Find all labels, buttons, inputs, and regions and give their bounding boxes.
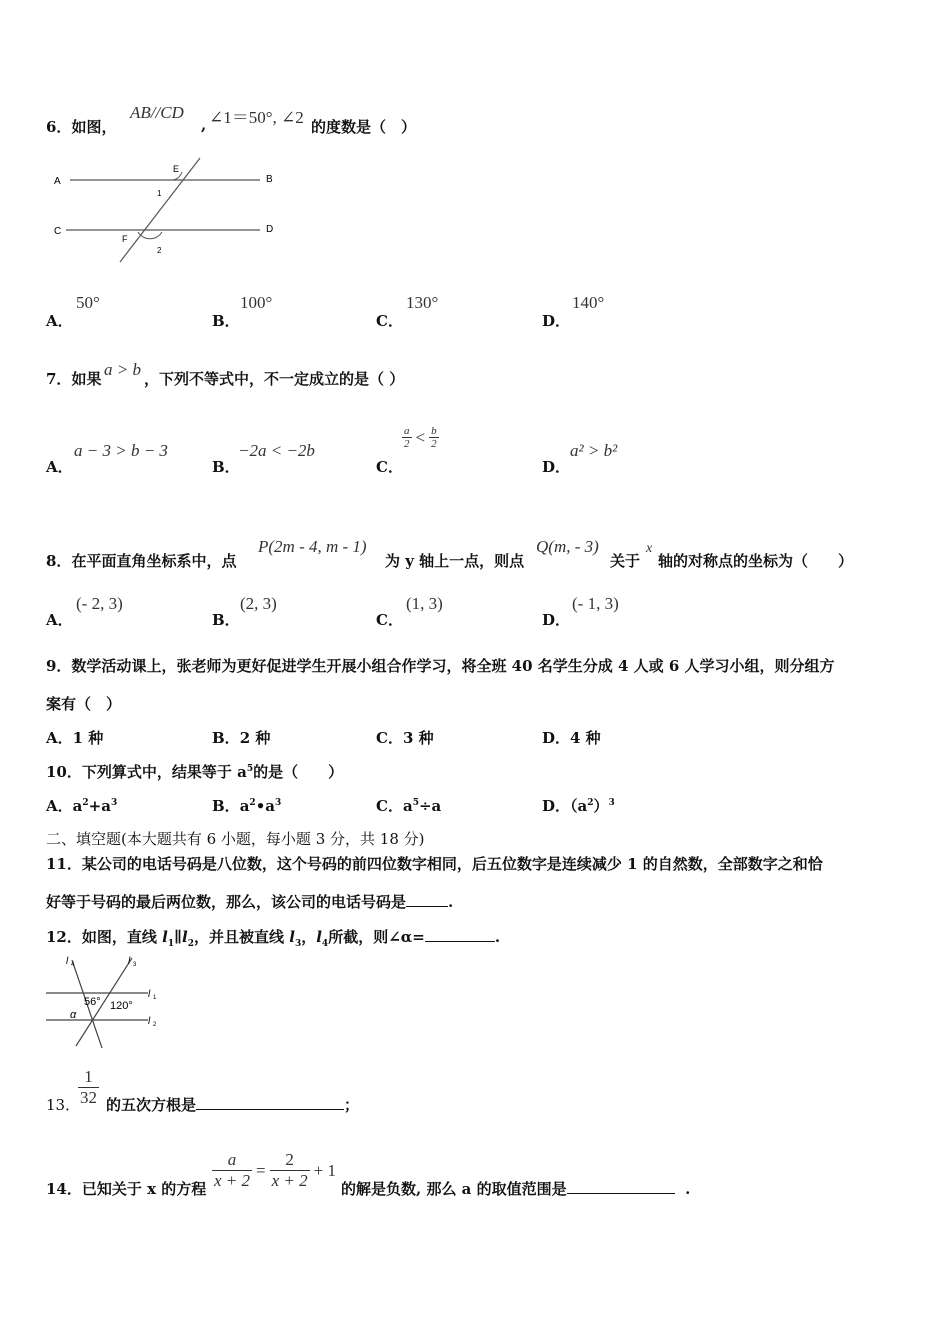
- label-D: D: [266, 224, 274, 235]
- q11-line1: 11．某公司的电话号码是八位数，这个号码的前四位数字相同，后五位数字是连续减少 1 的自然数，全部数字之和恰: [46, 855, 823, 873]
- q6-option-b-value: 100°: [240, 293, 273, 312]
- fig-label-l1: l: [148, 989, 151, 1000]
- fig-label-l1-sub: 1: [153, 995, 157, 1001]
- q8-mid2: 关于: [610, 552, 641, 570]
- label-B: B: [266, 174, 273, 185]
- q8-math-x: x: [646, 541, 653, 556]
- q7-option-a-label[interactable]: A．: [46, 458, 73, 476]
- q14-equation: [212, 1150, 336, 1191]
- q7-tail: ，下列不等式中，不一定成立的是（ ）: [144, 370, 405, 388]
- fig-label-l2: l: [148, 1016, 151, 1027]
- q6-option-a-label[interactable]: A．: [46, 312, 73, 330]
- q6-option-d-value: 140°: [572, 293, 605, 312]
- q10-option-b[interactable]: B．$a^2•a^3$: [212, 797, 282, 815]
- q6-option-b-label[interactable]: B．: [212, 312, 240, 330]
- label-E: E: [173, 164, 180, 174]
- q14-plus-one: + 1: [313, 1160, 336, 1180]
- q6-option-d-label[interactable]: D．: [542, 312, 571, 330]
- q8-tail: 轴的对称点的坐标为（ ）: [658, 552, 854, 570]
- q9-option-a[interactable]: A．1 种: [46, 729, 104, 747]
- q13-fraction: $\frac{1}{32}$: [80, 1067, 97, 1107]
- q8-option-d-value: (- 1, 3): [572, 594, 619, 613]
- q8-lead: 在平面直角坐标系中，点: [71, 552, 237, 570]
- q6-option-c-value: 130°: [406, 293, 439, 312]
- q6-number: 6．: [46, 118, 72, 136]
- q7-option-c-label[interactable]: C．: [376, 458, 403, 476]
- q14-lhs-fraction: $\frac{a}{x + 2}$: [214, 1150, 251, 1190]
- q9-option-d[interactable]: D．4 种: [542, 729, 601, 747]
- label-C: C: [54, 226, 62, 237]
- q6-math-parallel: AB//CD: [130, 103, 184, 122]
- frac-a-over-2: $\frac{a}{2}$: [404, 425, 410, 450]
- q14-equals: =: [256, 1160, 266, 1180]
- q7-option-a-value: a − 3 > b − 3: [74, 441, 168, 460]
- q6-option-a-value: 50°: [76, 293, 100, 312]
- q9-option-c[interactable]: C．3 种: [376, 729, 434, 747]
- q12-answer-blank[interactable]: [425, 927, 495, 942]
- label-angle1: 1: [157, 189, 162, 198]
- q9-option-b[interactable]: B．2 种: [212, 729, 271, 747]
- q14-lead: 14．已知关于 x 的方程: [46, 1180, 207, 1198]
- q7-math-cond: a > b: [104, 360, 141, 379]
- q9-line1: 9．数学活动课上，张老师为更好促进学生开展小组合作学习，将全班 40 名学生分成 4 人或 6 人学习小组，则分组方: [46, 657, 835, 675]
- q7-option-d-label[interactable]: D．: [542, 458, 571, 476]
- q6-math-angle: ∠1＝50°, ∠2: [209, 108, 304, 127]
- q8-stem: [46, 550, 236, 571]
- q13-answer-blank[interactable]: [196, 1095, 344, 1110]
- q7-option-b-value: −2a < −2b: [238, 441, 315, 460]
- q8-math-q: Q(m, - 3): [536, 537, 599, 556]
- q8-mid1: 为 y 轴上一点，则点: [385, 552, 525, 570]
- q13-tail: 的五次方根是 ；: [106, 1096, 360, 1114]
- q8-option-c-value: (1, 3): [406, 594, 443, 613]
- label-F: F: [122, 234, 128, 244]
- frac-b-over-2: $\frac{b}{2}$: [431, 425, 437, 450]
- q10-stem: 10．下列算式中，结果等于 $a^5$的是（ ）: [46, 763, 344, 781]
- q8-option-b-value: (2, 3): [240, 594, 277, 613]
- q7-lead: 如果: [71, 370, 102, 388]
- q6-option-c-label[interactable]: C．: [376, 312, 403, 330]
- q8-option-a-label[interactable]: A．: [46, 611, 73, 629]
- label-A: A: [54, 176, 61, 187]
- q13-number: 13．: [46, 1096, 81, 1114]
- q6-parallel-lines-figure: [46, 150, 286, 270]
- fig-label-l3: l: [128, 956, 131, 967]
- q6-stem: [46, 116, 116, 137]
- q10-option-c[interactable]: C．$a^5\div a$: [376, 797, 442, 815]
- q8-number: 8．: [46, 552, 72, 570]
- q6-tail: 的度数是（ ）: [311, 118, 417, 136]
- fig-angle-120: 120°: [110, 1000, 133, 1012]
- q14-rhs-fraction: $\frac{2}{x + 2}$: [271, 1150, 308, 1190]
- q8-option-a-value: (- 2, 3): [76, 594, 123, 613]
- q7-option-b-label[interactable]: B．: [212, 458, 240, 476]
- q8-option-c-label[interactable]: C．: [376, 611, 403, 629]
- q12-figure: [44, 952, 168, 1052]
- label-angle2: 2: [157, 246, 162, 255]
- q14-tail: 的解是负数, 那么 a 的取值范围是 .: [341, 1180, 691, 1198]
- fig-label-l4-sub: 4: [71, 962, 75, 968]
- q6-lead: 如图，: [71, 118, 117, 136]
- q14-answer-blank[interactable]: [567, 1179, 675, 1194]
- q7-option-d-value: a² > b²: [570, 441, 618, 460]
- q6-comma: ,: [201, 116, 207, 134]
- q11-line2: 好等于号码的最后两位数，那么，该公司的电话号码是 .: [46, 893, 454, 911]
- q10-option-a[interactable]: A．$a^2+a^3$: [46, 797, 118, 815]
- q11-answer-blank[interactable]: [406, 892, 448, 907]
- fig-angle-56: 56°: [84, 996, 101, 1008]
- q7-number: 7．: [46, 370, 72, 388]
- fig-angle-alpha: α: [70, 1009, 77, 1021]
- q7-option-c-value: [402, 425, 439, 450]
- fig-label-l2-sub: 2: [153, 1022, 157, 1028]
- q8-option-b-label[interactable]: B．: [212, 611, 240, 629]
- q8-option-d-label[interactable]: D．: [542, 611, 571, 629]
- q7-stem: [46, 368, 101, 389]
- fig-label-l4: l: [66, 956, 69, 967]
- q9-line2: 案有（ ）: [46, 695, 122, 713]
- fig-label-l3-sub: 3: [133, 962, 137, 968]
- section2-title: 二、填空题(本大题共有 6 小题，每小题 3 分，共 18 分): [46, 830, 425, 848]
- q8-math-p: P(2m - 4, m - 1): [258, 537, 367, 556]
- q12-stem: 12．如图，直线 $l_1\parallel l_2$，并且被直线 $l_3$，$l_4$所截，则∠α= .: [46, 928, 501, 949]
- q10-option-d[interactable]: D．$(a^2)^3$: [542, 797, 615, 815]
- less-than: <: [415, 427, 426, 447]
